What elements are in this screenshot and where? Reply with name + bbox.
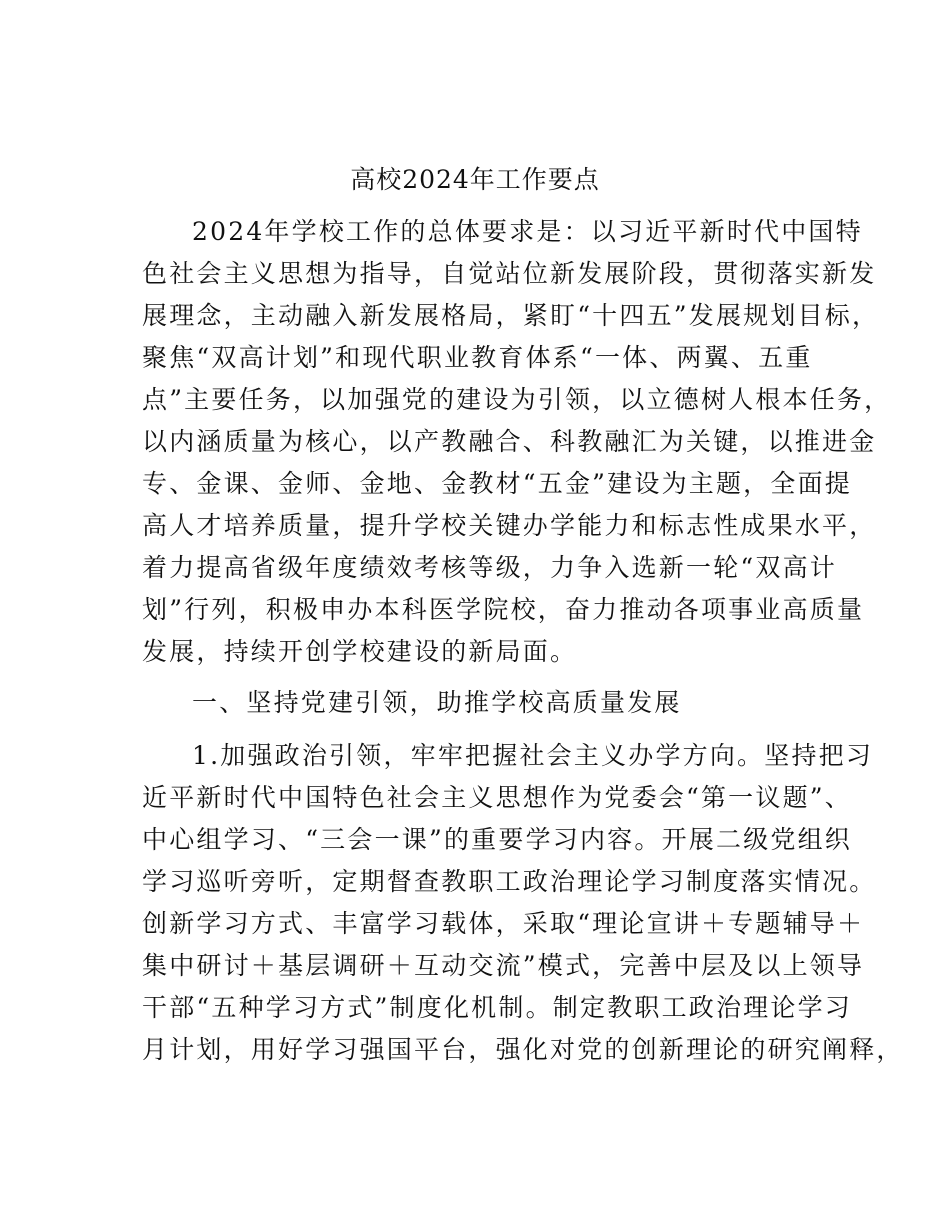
text-line: 发展，持续开创学校建设的新局面。 xyxy=(142,637,578,666)
document-title: 高校2024年工作要点 xyxy=(350,165,600,194)
text-line: 干部“五种学习方式”制度化机制。制定教职工政治理论学习 xyxy=(142,993,852,1022)
text-line: 集中研讨＋基层调研＋互动交流”模式，完善中层及以上领导 xyxy=(142,951,865,980)
text-line: 1.加强政治引领，牢牢把握社会主义办学方向。坚持把习 xyxy=(192,741,874,770)
paragraph-general-requirements xyxy=(142,211,892,673)
text-line: 专、金课、金师、金地、金教材“五金”建设为主题，全面提 xyxy=(142,469,852,498)
text-line: 中心组学习、“三会一课”的重要学习内容。开展二级党组织 xyxy=(142,825,852,854)
text-line: 2024年学校工作的总体要求是：以习近平新时代中国特 xyxy=(192,217,863,246)
text-line: 着力提高省级年度绩效考核等级，力争入选新一轮“双高计 xyxy=(142,553,837,582)
section-heading-text: 一、坚持党建引领，助推学校高质量发展 xyxy=(192,688,682,717)
text-line: 创新学习方式、丰富学习载体，采取“理论宣讲＋专题辅导＋ xyxy=(142,909,865,938)
text-line: 近平新时代中国特色社会主义思想作为党委会“第一议题”、 xyxy=(142,783,852,812)
text-line: 月计划，用好学习强国平台，强化对党的创新理论的研究阐释， xyxy=(142,1035,904,1064)
text-line: 以内涵质量为核心，以产教融合、科教融汇为关键，以推进金 xyxy=(142,427,877,456)
text-line: 点”主要任务，以加强党的建设为引领，以立德树人根本任务， xyxy=(142,385,892,414)
text-line: 展理念，主动融入新发展格局，紧盯“十四五”发展规划目标， xyxy=(142,301,880,330)
text-line: 学习巡听旁听，定期督查教职工政治理论学习制度落实情况。 xyxy=(142,867,877,896)
section-heading-1 xyxy=(142,682,822,724)
text-line: 色社会主义思想为指导，自觉站位新发展阶段，贯彻落实新发 xyxy=(142,259,877,288)
text-line: 聚焦“双高计划”和现代职业教育体系“一体、两翼、五重 xyxy=(142,343,813,372)
text-line: 高人才培养质量，提升学校关键办学能力和标志性成果水平， xyxy=(142,511,877,540)
paragraph-political-guidance xyxy=(142,735,904,1071)
text-line: 划”行列，积极申办本科医学院校，奋力推动各项事业高质量 xyxy=(142,595,865,624)
